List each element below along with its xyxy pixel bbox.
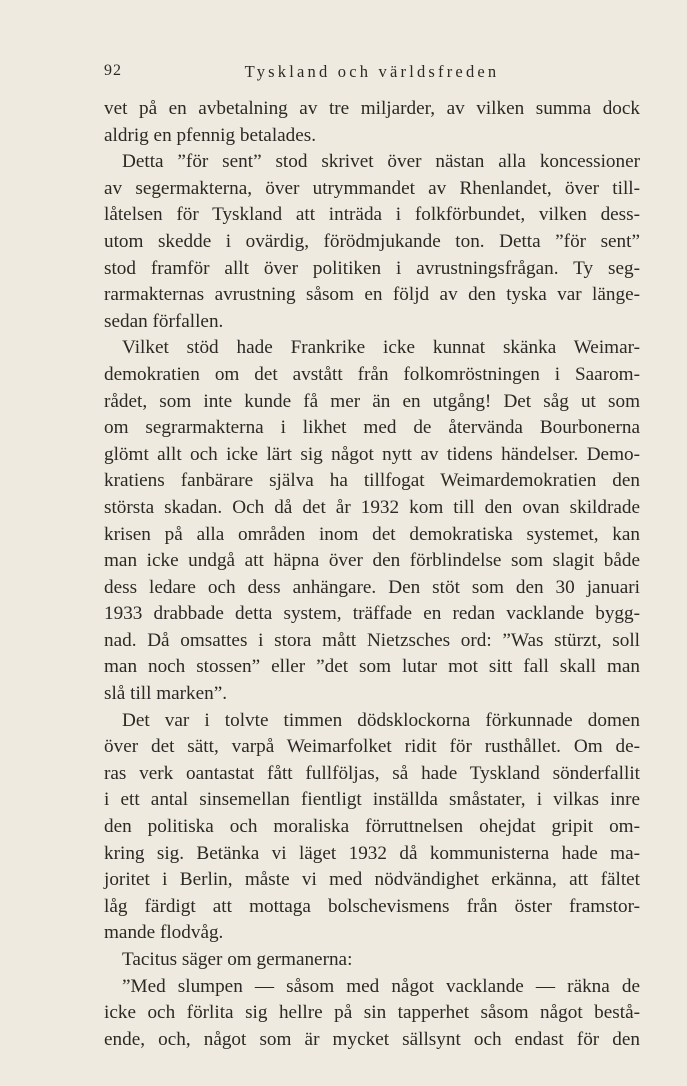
text-line: demokratien om det avstått från folkomröstningen i Saarom-	[104, 363, 640, 385]
paragraph	[104, 149, 640, 335]
text-line: man icke undgå att häpna över den förblindelse som slagit både	[104, 550, 640, 572]
text-line: stod framför allt över politiken i avrustningsfrågan. Ty seg-	[104, 257, 640, 279]
text-line: Vilket stöd hade Frankrike icke kunnat skänka Weimar-	[122, 337, 640, 359]
page-number: 92	[104, 62, 122, 79]
paragraph	[104, 96, 640, 149]
text-line: låg färdigt att mottaga bolschevismens från öster framstor-	[104, 895, 640, 917]
text-line: utom skedde i ovärdig, förödmjukande ton. Detta ”för sent”	[104, 230, 640, 252]
text-line: största skadan. Och då det år 1932 kom till den ovan skildrade	[104, 496, 640, 518]
text-line: rarmakternas avrustning såsom en följd av den tyska var länge-	[104, 284, 640, 306]
text-line: den politiska och moraliska förruttnelsen ohejdat gripit om-	[104, 816, 640, 838]
text-line: sedan förfallen.	[104, 310, 224, 332]
text-line: 1933 drabbade detta system, träffade en redan vacklande bygg-	[104, 603, 640, 625]
text-line: Det var i tolvte timmen dödsklockorna förkunnade domen	[122, 709, 640, 731]
text-line: i ett antal sinsemellan fientligt inställda småstater, i vilkas inre	[104, 789, 640, 811]
text-line: Tacitus säger om germanerna:	[122, 949, 353, 970]
text-line: ende, och, något som är mycket sällsynt och endast för den	[104, 1028, 640, 1050]
text-line: ”Med slumpen — såsom med något vacklande — räkna de	[122, 975, 640, 997]
text-line: man noch stossen” eller ”det som lutar mot sitt fall skall man	[104, 656, 640, 678]
paragraph	[104, 335, 640, 707]
text-line: om segrarmakterna i likhet med de återvända Bourbonerna	[104, 417, 640, 439]
text-line: slå till marken”.	[104, 683, 228, 705]
text-line: joritet i Berlin, måste vi med nödvändighet erkänna, att fältet	[104, 869, 640, 891]
paragraph	[104, 947, 640, 974]
text-line: Detta ”för sent” stod skrivet över nästan alla koncessioner	[122, 151, 640, 173]
text-line: låtelsen för Tyskland att inträda i folkförbundet, vilken dess-	[104, 204, 640, 226]
text-line: ras verk oantastat fått fullföljas, så hade Tyskland sönderfallit	[104, 762, 640, 784]
text-line: rådet, som inte kunde få mer än en utgång! Det såg ut som	[104, 390, 640, 412]
text-line: icke och förlita sig hellre på sin tapperhet såsom något bestå-	[104, 1002, 640, 1024]
text-line: över det sätt, varpå Weimarfolket ridit för rusthållet. Om de-	[104, 736, 640, 758]
text-line: av segermakterna, över utrymmandet av Rhenlandet, över till-	[104, 177, 640, 199]
text-line: kratiens fanbärare själva ha tillfogat Weimardemokratien den	[104, 470, 640, 492]
paragraph	[104, 708, 640, 947]
text-line: mande flodvåg.	[104, 922, 224, 944]
text-line: glömt allt och icke lärt sig något nytt av tidens händelser. Demo-	[104, 443, 640, 465]
running-title: Tyskland och världsfreden	[244, 62, 500, 81]
text-line: kring sig. Betänka vi läget 1932 då kommunisterna hade ma-	[104, 842, 640, 864]
text-line: dess ledare och dess anhängare. Den stöt som den 30 januari	[104, 576, 640, 598]
body-text	[104, 96, 640, 1053]
text-line: vet på en avbetalning av tre miljarder, av vilken summa dock	[104, 98, 640, 119]
page-header	[104, 62, 640, 86]
text-line: nad. Då omsattes i stora mått Nietzsches ord: ”Was stürzt, soll	[104, 629, 640, 651]
text-line: krisen på alla områden inom det demokratiska systemet, kan	[104, 523, 640, 545]
text-line: aldrig en pfennig betalades.	[104, 124, 317, 146]
paragraph	[104, 974, 640, 1054]
